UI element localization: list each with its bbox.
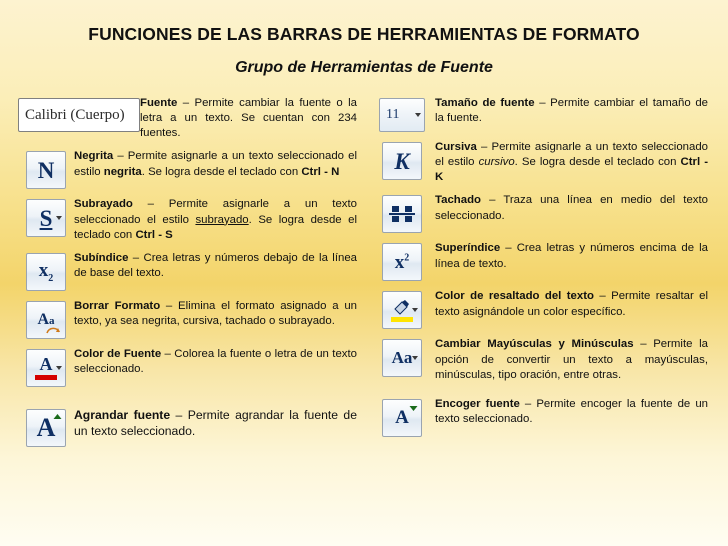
item-description <box>74 407 359 439</box>
icon-cell <box>18 96 140 132</box>
strikethrough-icon[interactable] <box>382 195 422 233</box>
page-subtitle: Grupo de Herramientas de Fuente <box>235 59 493 76</box>
superscript-icon[interactable]: $x^2$ <box>382 243 422 281</box>
emphasis-subrayado: subrayado <box>195 213 249 226</box>
icon-cell <box>18 299 74 339</box>
item-text: – Permite resaltar el texto asignándole un color específico. <box>435 290 708 318</box>
item-text: – Crea letras y números debajo de la línea de base del texto. <box>74 251 357 280</box>
subscript-icon[interactable]: $x_2$ <box>26 253 66 291</box>
marker-pen-icon <box>392 299 412 315</box>
list-item <box>369 193 710 233</box>
item-term: Subíndice <box>74 251 129 264</box>
highlight-color-icon[interactable] <box>382 291 422 329</box>
list-item <box>369 337 710 382</box>
item-description <box>435 337 710 382</box>
item-description <box>435 397 710 427</box>
icon-cell <box>369 289 435 329</box>
item-term: Cambiar Mayúsculas y Minúsculas <box>435 338 634 351</box>
chevron-down-icon[interactable] <box>412 308 418 312</box>
grow-font-icon[interactable]: A <box>26 409 66 447</box>
item-term: Cursiva <box>435 141 477 153</box>
chevron-down-icon[interactable] <box>412 356 418 360</box>
item-term: Color de Fuente <box>74 347 162 360</box>
shortcut-ctrl-n: Ctrl - N <box>301 165 340 178</box>
shrink-font-icon[interactable]: A <box>382 399 422 437</box>
item-description: Cursiva – Permite asignarle a un texto seleccionado el estilo cursivo. Se logra desde el teclado con Ctrl - K <box>435 141 708 184</box>
item-description <box>74 299 359 329</box>
list-item <box>369 140 710 185</box>
bold-icon[interactable]: N <box>26 151 66 189</box>
item-term: Subrayado <box>74 198 133 211</box>
list-item <box>369 96 710 132</box>
icon-cell <box>18 149 74 189</box>
icon-cell <box>18 347 74 387</box>
icon-cell <box>18 197 74 237</box>
item-text: – Permite encoger la fuente de un texto seleccionado. <box>435 397 708 426</box>
highlight-swatch <box>391 317 413 322</box>
item-term: Tachado <box>435 194 481 207</box>
strikethrough-glyph <box>388 203 416 225</box>
emphasis-cursivo: cursivo <box>478 156 515 169</box>
item-description <box>435 289 710 319</box>
item-term: Superíndice <box>435 242 501 255</box>
font-name-value: Calibri (Cuerpo) <box>25 106 125 123</box>
item-text: – Colorea la fuente o letra de un texto seleccionado. <box>74 347 357 376</box>
icon-cell <box>369 397 435 437</box>
item-description <box>435 241 710 271</box>
left-column <box>18 96 359 455</box>
list-item <box>369 397 710 437</box>
color-swatch <box>35 375 57 380</box>
item-term: Negrita <box>74 150 114 163</box>
list-item <box>18 149 359 189</box>
change-case-icon[interactable]: Aa <box>382 339 422 377</box>
clear-format-icon[interactable]: Aa <box>26 301 66 339</box>
emphasis-negrita: negrita <box>103 165 142 178</box>
icon-cell <box>369 96 435 132</box>
list-item <box>18 251 359 291</box>
up-arrow-icon <box>53 414 62 423</box>
item-text: – Elimina el formato asignado a un texto, ya sea negrita, cursiva, tachado o subrayado. <box>74 299 357 328</box>
item-description <box>435 96 710 126</box>
font-color-icon[interactable]: A <box>26 349 66 387</box>
page-title: FUNCIONES DE LAS BARRAS DE HERRAMIENTAS DE FORMATO <box>88 24 640 44</box>
item-text: – Permite cambiar el tamaño de la fuente. <box>435 97 708 125</box>
item-term: Agrandar fuente <box>74 407 171 422</box>
font-size-box[interactable] <box>379 98 425 132</box>
icon-cell <box>369 241 435 281</box>
item-term: Tamaño de fuente <box>435 97 535 109</box>
list-item <box>369 241 710 281</box>
list-item <box>18 197 359 242</box>
item-description: Negrita – Permite asignarle a un texto seleccionado el estilo negrita. Se logra desde el teclado con Ctrl - N <box>74 150 357 178</box>
item-term: Color de resaltado del texto <box>435 290 594 303</box>
item-text: – Crea letras y números encima de la línea de texto. <box>435 242 708 270</box>
chevron-down-icon[interactable] <box>415 113 421 117</box>
font-name-box[interactable] <box>18 98 140 132</box>
list-item <box>18 407 359 447</box>
icon-cell <box>18 407 74 447</box>
item-description <box>74 347 359 377</box>
shortcut-ctrl-s: Ctrl - S <box>135 228 173 241</box>
icon-cell <box>369 140 435 180</box>
icon-cell <box>18 251 74 291</box>
underline-icon[interactable]: S <box>26 199 66 237</box>
item-term: Borrar Formato <box>74 299 161 312</box>
list-item <box>18 347 359 387</box>
item-description: Subrayado – Permite asignarle a un texto seleccionado el estilo subrayado. Se logra desde el teclado con Ctrl - S <box>74 198 357 241</box>
icon-cell <box>369 337 435 377</box>
item-text: – Traza una línea en medio del texto seleccionado. <box>435 194 708 222</box>
right-column <box>369 96 710 455</box>
item-description <box>435 193 710 223</box>
item-description <box>74 251 359 281</box>
content-grid <box>18 96 710 455</box>
item-description <box>140 96 359 141</box>
down-arrow-icon <box>409 405 418 414</box>
icon-cell <box>369 193 435 233</box>
list-item <box>18 299 359 339</box>
item-text: – Permite agrandar la fuente de un texto seleccionado. <box>74 407 357 439</box>
eraser-icon <box>46 324 62 336</box>
list-item <box>18 96 359 141</box>
list-item <box>369 289 710 329</box>
item-term: Fuente <box>140 97 178 109</box>
chevron-down-icon[interactable] <box>56 216 62 220</box>
item-text: – Permite la opción de convertir un texto a mayúsculas, minúsculas, tipo oración, entre otras. <box>435 338 708 381</box>
shortcut-ctrl-k: Ctrl - K <box>435 156 708 184</box>
item-term: Encoger fuente <box>435 397 520 410</box>
font-size-value: 11 <box>386 107 400 122</box>
chevron-down-icon[interactable] <box>56 366 62 370</box>
italic-icon[interactable]: K <box>382 142 422 180</box>
item-text: – Permite cambiar la fuente o la letra a un texto. Se cuentan con 234 fuentes. <box>140 97 357 140</box>
